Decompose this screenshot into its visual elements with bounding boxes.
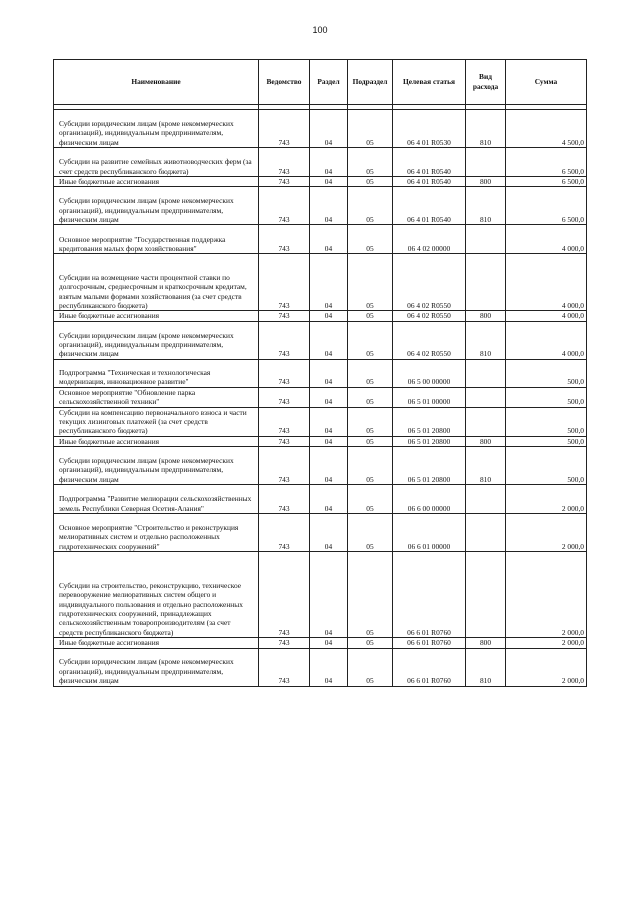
cell-target: 06 4 01 R0530 — [393, 110, 466, 148]
cell-dept: 743 — [259, 148, 310, 177]
cell-dept: 743 — [259, 514, 310, 552]
cell-target: 06 6 01 R0760 — [393, 638, 466, 648]
cell-subsection: 05 — [348, 187, 393, 225]
cell-target: 06 4 01 R0540 — [393, 177, 466, 187]
cell-section: 04 — [310, 552, 348, 638]
cell-subsection: 05 — [348, 485, 393, 514]
table-row — [54, 254, 587, 311]
cell-exp-type — [466, 148, 506, 177]
cell-name: Субсидии юридическим лицам (кроме некоммерческих организаций), индивидуальным предпринимателям, физическим лицам — [54, 321, 259, 359]
cell-name: Субсидии юридическим лицам (кроме некоммерческих организаций), индивидуальным предпринимателям, физическим лицам — [54, 110, 259, 148]
cell-section: 04 — [310, 514, 348, 552]
cell-amount: 4 000,0 — [506, 321, 587, 359]
cell-target: 06 6 01 R0760 — [393, 552, 466, 638]
cell-dept: 743 — [259, 407, 310, 436]
cell-name: Субсидии на развитие семейных животноводческих ферм (за счет средств республиканского бюджета) — [54, 148, 259, 177]
cell-dept: 743 — [259, 359, 310, 387]
cell-amount: 2 000,0 — [506, 648, 587, 686]
table-row — [54, 321, 587, 359]
cell-target: 06 5 01 20800 — [393, 436, 466, 446]
cell-section: 04 — [310, 407, 348, 436]
cell-subsection: 05 — [348, 321, 393, 359]
cell-target: 06 5 01 20800 — [393, 407, 466, 436]
cell-amount: 6 500,0 — [506, 187, 587, 225]
cell-dept: 743 — [259, 436, 310, 446]
cell-section: 04 — [310, 225, 348, 254]
cell-section: 04 — [310, 110, 348, 148]
cell-dept: 743 — [259, 110, 310, 148]
cell-exp-type — [466, 359, 506, 387]
cell-amount: 6 500,0 — [506, 177, 587, 187]
page-number: 100 — [312, 25, 328, 35]
cell-amount: 500,0 — [506, 387, 587, 407]
table-row — [54, 225, 587, 254]
cell-target: 06 4 01 R0540 — [393, 148, 466, 177]
cell-name: Иные бюджетные ассигнования — [54, 311, 259, 321]
table-row — [54, 436, 587, 446]
cell-section: 04 — [310, 387, 348, 407]
cell-exp-type: 800 — [466, 638, 506, 648]
cell-amount: 500,0 — [506, 447, 587, 485]
cell-section: 04 — [310, 187, 348, 225]
cell-exp-type: 810 — [466, 447, 506, 485]
table-row — [54, 359, 587, 387]
table-row — [54, 187, 587, 225]
cell-section: 04 — [310, 485, 348, 514]
table-row — [54, 648, 587, 686]
cell-exp-type — [466, 225, 506, 254]
cell-section: 04 — [310, 447, 348, 485]
table-row — [54, 311, 587, 321]
cell-target: 06 6 00 00000 — [393, 485, 466, 514]
table-row — [54, 638, 587, 648]
cell-subsection: 05 — [348, 407, 393, 436]
cell-target: 06 6 01 00000 — [393, 514, 466, 552]
cell-section: 04 — [310, 148, 348, 177]
cell-amount: 6 500,0 — [506, 148, 587, 177]
cell-exp-type — [466, 387, 506, 407]
cell-dept: 743 — [259, 447, 310, 485]
cell-amount: 2 000,0 — [506, 514, 587, 552]
cell-exp-type: 810 — [466, 321, 506, 359]
cell-amount: 4 000,0 — [506, 225, 587, 254]
cell-dept: 743 — [259, 387, 310, 407]
cell-exp-type — [466, 514, 506, 552]
cell-section: 04 — [310, 177, 348, 187]
cell-dept: 743 — [259, 648, 310, 686]
cell-section: 04 — [310, 254, 348, 311]
cell-subsection: 05 — [348, 447, 393, 485]
cell-amount: 2 000,0 — [506, 485, 587, 514]
cell-subsection: 05 — [348, 638, 393, 648]
cell-target: 06 5 00 00000 — [393, 359, 466, 387]
cell-subsection: 05 — [348, 254, 393, 311]
cell-amount: 4 000,0 — [506, 254, 587, 311]
cell-section: 04 — [310, 311, 348, 321]
table-row — [54, 485, 587, 514]
cell-name: Субсидии юридическим лицам (кроме некоммерческих организаций), индивидуальным предпринимателям, физическим лицам — [54, 187, 259, 225]
cell-exp-type — [466, 407, 506, 436]
cell-name: Субсидии на возмещение части процентной ставки по долгосрочным, среднесрочным и краткосрочным кредитам, взятым малыми формами хозяйствования (за счет средств республиканского бюджета) — [54, 254, 259, 311]
header-section: Раздел — [310, 60, 348, 105]
cell-subsection: 05 — [348, 436, 393, 446]
header-name: Наименование — [54, 60, 259, 105]
cell-dept: 743 — [259, 177, 310, 187]
cell-subsection: 05 — [348, 359, 393, 387]
header-amount: Сумма — [506, 60, 587, 105]
table-row — [54, 110, 587, 148]
cell-target: 06 4 02 R0550 — [393, 321, 466, 359]
cell-target: 06 4 01 R0540 — [393, 187, 466, 225]
header-dept: Ведомство — [259, 60, 310, 105]
cell-target: 06 4 02 R0550 — [393, 311, 466, 321]
cell-target: 06 5 01 00000 — [393, 387, 466, 407]
cell-subsection: 05 — [348, 311, 393, 321]
cell-section: 04 — [310, 359, 348, 387]
cell-name: Основное мероприятие "Обновление парка сельскохозяйственной техники" — [54, 387, 259, 407]
cell-amount: 4 500,0 — [506, 110, 587, 148]
cell-target: 06 5 01 20800 — [393, 447, 466, 485]
cell-name: Подпрограмма "Развитие мелиорации сельскохозяйственных земель Республики Северная Осетия-Алания" — [54, 485, 259, 514]
table-row — [54, 407, 587, 436]
cell-name: Иные бюджетные ассигнования — [54, 177, 259, 187]
cell-amount: 2 000,0 — [506, 638, 587, 648]
cell-exp-type: 800 — [466, 436, 506, 446]
cell-dept: 743 — [259, 311, 310, 321]
cell-section: 04 — [310, 321, 348, 359]
table-row — [54, 177, 587, 187]
cell-exp-type: 810 — [466, 110, 506, 148]
cell-amount: 500,0 — [506, 407, 587, 436]
table-row — [54, 447, 587, 485]
cell-exp-type: 810 — [466, 187, 506, 225]
cell-dept: 743 — [259, 485, 310, 514]
cell-exp-type — [466, 552, 506, 638]
table-row — [54, 387, 587, 407]
cell-section: 04 — [310, 648, 348, 686]
cell-subsection: 05 — [348, 110, 393, 148]
cell-section: 04 — [310, 638, 348, 648]
cell-dept: 743 — [259, 321, 310, 359]
table-row — [54, 514, 587, 552]
cell-name: Иные бюджетные ассигнования — [54, 638, 259, 648]
cell-dept: 743 — [259, 638, 310, 648]
cell-subsection: 05 — [348, 387, 393, 407]
cell-name: Субсидии на компенсацию первоначального взноса и части текущих лизинговых платежей (за счет средств республиканского бюджета) — [54, 407, 259, 436]
cell-name: Субсидии юридическим лицам (кроме некоммерческих организаций), индивидуальным предпринимателям, физическим лицам — [54, 648, 259, 686]
cell-subsection: 05 — [348, 648, 393, 686]
table-header-row — [54, 60, 587, 105]
table-row — [54, 148, 587, 177]
cell-dept: 743 — [259, 254, 310, 311]
header-target: Целевая статья — [393, 60, 466, 105]
cell-name: Субсидии юридическим лицам (кроме некоммерческих организаций), индивидуальным предпринимателям, физическим лицам — [54, 447, 259, 485]
cell-subsection: 05 — [348, 148, 393, 177]
cell-subsection: 05 — [348, 514, 393, 552]
cell-dept: 743 — [259, 225, 310, 254]
cell-exp-type — [466, 254, 506, 311]
cell-amount: 500,0 — [506, 359, 587, 387]
cell-dept: 743 — [259, 187, 310, 225]
cell-exp-type: 800 — [466, 177, 506, 187]
cell-amount: 500,0 — [506, 436, 587, 446]
cell-subsection: 05 — [348, 225, 393, 254]
cell-name: Основное мероприятие "Строительство и реконструкция мелиоративных систем и отдельно расположенных гидротехнических сооружений" — [54, 514, 259, 552]
cell-name: Субсидии на строительство, реконструкцию, техническое перевооружение мелиоративных систем общего и индивидуального пользования и отдельно расположенных гидротехнических сооружений, принадлежащих сельскохозяйственным товаропроизводителям (за счет средств республиканского бюджета) — [54, 552, 259, 638]
cell-exp-type — [466, 485, 506, 514]
cell-target: 06 6 01 R0760 — [393, 648, 466, 686]
budget-table — [53, 59, 587, 687]
cell-exp-type: 810 — [466, 648, 506, 686]
cell-name: Основное мероприятие "Государственная поддержка кредитования малых форм хозяйствования" — [54, 225, 259, 254]
cell-amount: 4 000,0 — [506, 311, 587, 321]
cell-dept: 743 — [259, 552, 310, 638]
cell-amount: 2 000,0 — [506, 552, 587, 638]
cell-name: Иные бюджетные ассигнования — [54, 436, 259, 446]
cell-target: 06 4 02 R0550 — [393, 254, 466, 311]
header-exp-type: Вид расхода — [466, 60, 506, 105]
cell-target: 06 4 02 00000 — [393, 225, 466, 254]
cell-subsection: 05 — [348, 177, 393, 187]
cell-section: 04 — [310, 436, 348, 446]
cell-exp-type: 800 — [466, 311, 506, 321]
cell-name: Подпрограмма "Техническая и технологическая модернизация, инновационное развитие" — [54, 359, 259, 387]
header-subsection: Подраздел — [348, 60, 393, 105]
table-row — [54, 552, 587, 638]
cell-subsection: 05 — [348, 552, 393, 638]
